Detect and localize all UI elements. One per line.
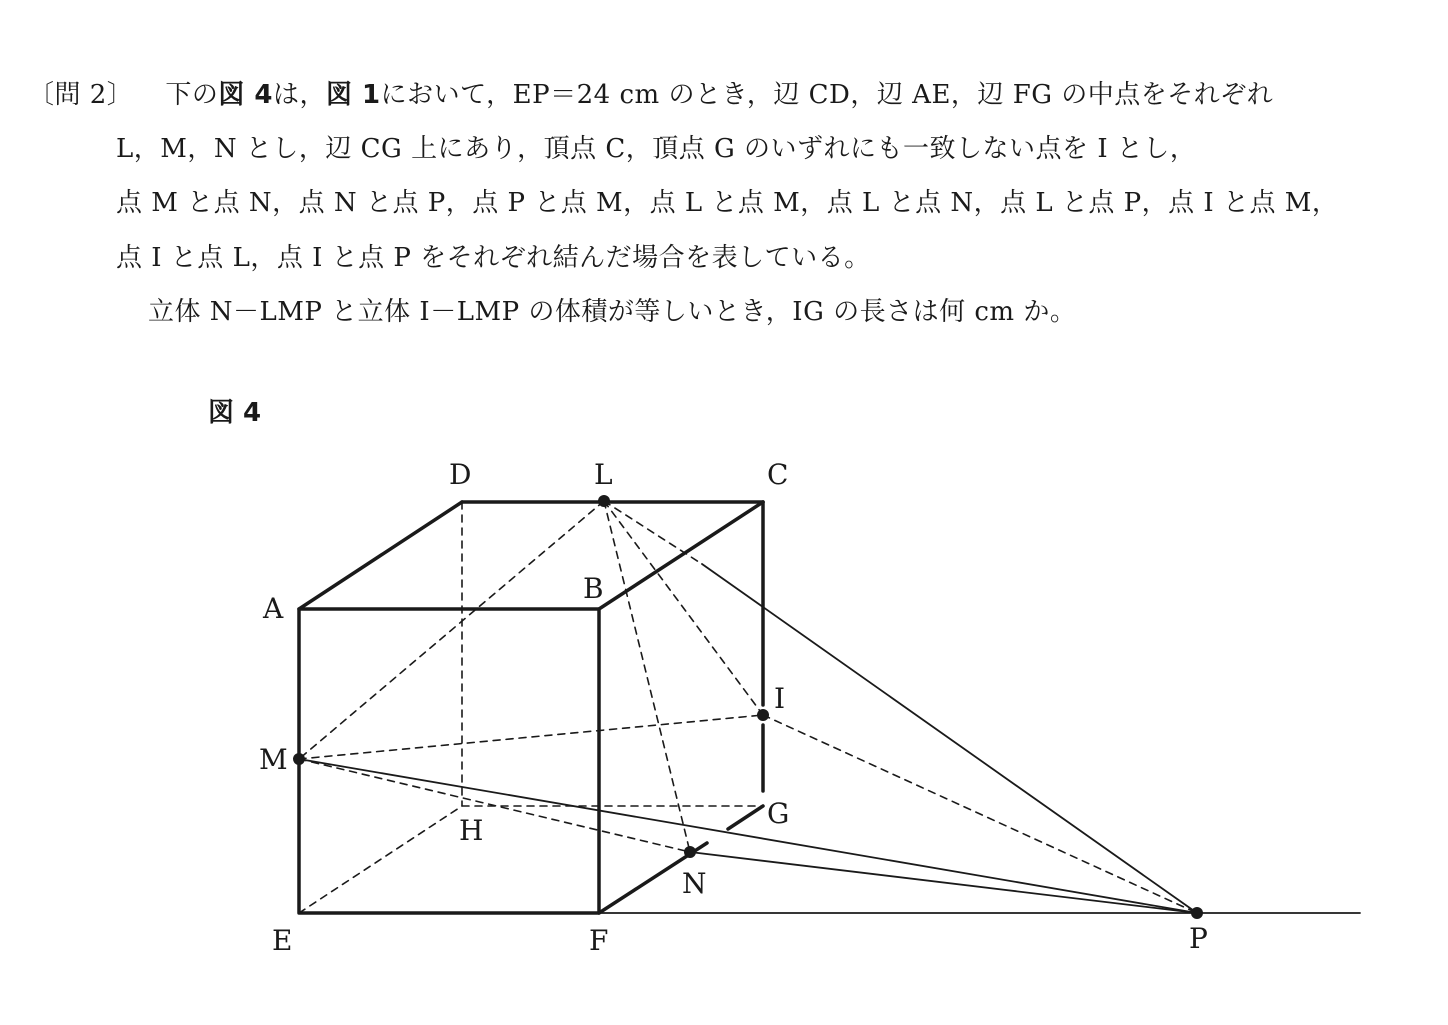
label-P: P	[1189, 922, 1208, 955]
problem-number: 〔問 2〕	[28, 80, 134, 110]
figure-ref: 図 1	[326, 80, 381, 110]
problem-line-2: L，M，N とし，辺 CG 上にあり，頂点 C，頂点 G のいずれにも一致しない点を I とし，	[116, 134, 1197, 164]
text-fragment: において，EP＝24 cm のとき，辺 CD，辺 AE，辺 FG の中点をそれぞれ	[380, 80, 1274, 110]
point-P	[1191, 907, 1203, 919]
problem-line-4: 点 I と点 L，点 I と点 P をそれぞれ結んだ場合を表している。	[116, 243, 871, 273]
line-MP	[299, 759, 1197, 913]
line-LM	[299, 501, 604, 759]
figure-ref: 図 4	[218, 80, 273, 110]
label-N: N	[682, 867, 707, 900]
label-B: B	[583, 572, 604, 605]
problem-question: 立体 N－LMP と立体 I－LMP の体積が等しいとき，IG の長さは何 cm か。	[148, 297, 1077, 327]
figure-title: 図 4	[208, 398, 262, 428]
label-C: C	[767, 458, 789, 491]
line-NP	[690, 852, 1197, 913]
line-IP	[763, 715, 1197, 913]
edge-BC	[599, 502, 763, 609]
label-G: G	[767, 797, 790, 830]
line-MI	[299, 715, 763, 759]
point-M	[293, 753, 305, 765]
edge-front-face	[299, 609, 599, 913]
label-M: M	[259, 743, 288, 776]
point-L	[598, 495, 610, 507]
label-F: F	[589, 924, 609, 957]
problem-line-3: 点 M と点 N，点 N と点 P，点 P と点 M，点 L と点 M，点 L と点 N，点 L と点 P，点 I と点 M，	[116, 188, 1339, 218]
point-I	[757, 709, 769, 721]
edge-NG	[728, 806, 763, 829]
line-LN	[604, 501, 690, 852]
line-LI	[604, 501, 763, 715]
hidden-edge-EH	[299, 806, 462, 913]
label-A: A	[263, 592, 284, 625]
text-fragment: は，	[272, 80, 326, 110]
label-D: D	[449, 458, 472, 491]
text-fragment: 下の	[165, 80, 219, 110]
line-LP-hidden	[604, 501, 702, 564]
label-H: H	[459, 814, 484, 847]
point-N	[684, 846, 696, 858]
edge-AD	[299, 502, 462, 609]
line-LP-visible	[702, 564, 1197, 913]
label-I: I	[774, 682, 786, 715]
label-E: E	[272, 924, 293, 957]
label-L: L	[594, 458, 613, 491]
